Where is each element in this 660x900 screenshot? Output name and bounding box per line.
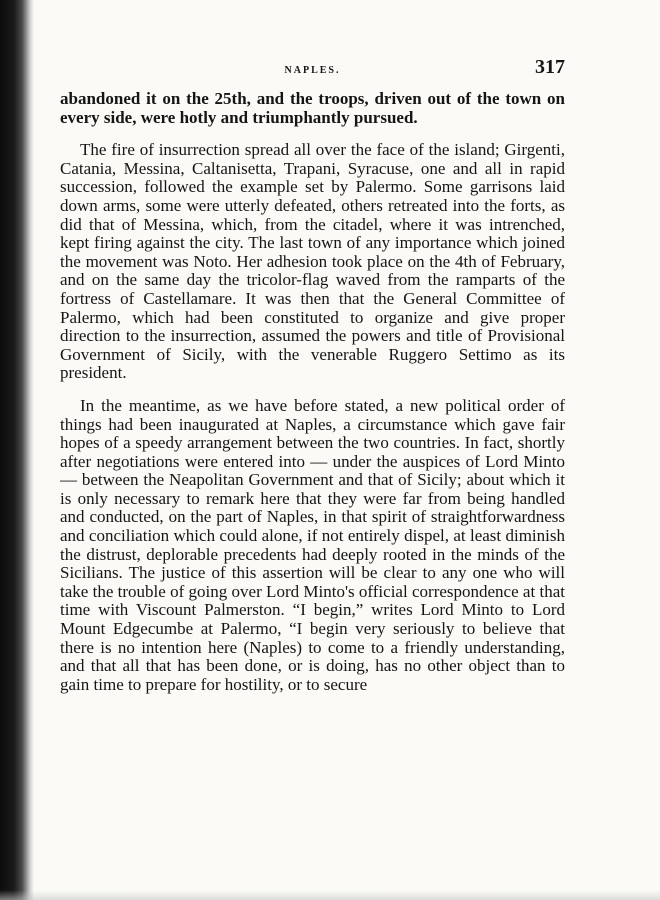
paragraph-2: The fire of insurrection spread all over the face of the island; Girgenti, Catania, Messina, Caltanisetta, Trapani, Syracuse, one and all in rapid succession, followed the example set by Palermo. Some garrisons laid down arms, some were utterly defeated, others retreated into the forts, as did that of Messina, which, from the citadel, where it was intrenched, kept firing against the city. The last town of any importance which joined the movement was Noto. Her adhesion took place on the 4th of February, and on the same day the tricolor-flag waved from the ramparts of the fortress of Castellamare. It was then that the General Committee of Palermo, which had been constituted to organize and give proper direction to the insurrection, assumed the powers and title of Provisional Government of Sicily, with the venerable Ruggero Settimo as its president. <box>60 140 565 383</box>
running-title: NAPLES. <box>284 65 341 76</box>
page-number: 317 <box>535 56 565 78</box>
page-bottom-shadow <box>0 890 660 900</box>
paragraph-1: abandoned it on the 25th, and the troops, driven out of the town on every side, were hotly and triumphantly pursued. <box>60 89 565 127</box>
paragraph-3: In the meantime, as we have before stated, a new political order of things had been inaugurated at Naples, a circumstance which gave fair hopes of a speedy arrangement between the two countries. In fact, shortly after negotiations were entered into — under the auspices of Lord Minto — between the Neapolitan Government and that of Sicily; about which it is only necessary to remark here that they were far from being handled and conducted, on the part of Naples, in that spirit of straightforwardness and conciliation which could alone, if not entirely dispel, at least diminish the distrust, deplorable precedents had deeply rooted in the minds of the Sicilians. The justice of this assertion will be clear to any one who will take the trouble of going over Lord Minto's official correspondence at that time with Viscount Palmerston. “I begin,” writes Lord Minto to Lord Mount Edgecumbe at Palermo, “I begin very seriously to believe that there is no intention here (Naples) to come to a friendly understanding, and that all that has been done, or is doing, has no other object than to gain time to prepare for hostility, or to secure <box>60 395 565 694</box>
running-head <box>60 56 565 90</box>
book-binding-shadow <box>0 0 34 900</box>
book-page <box>60 56 565 886</box>
